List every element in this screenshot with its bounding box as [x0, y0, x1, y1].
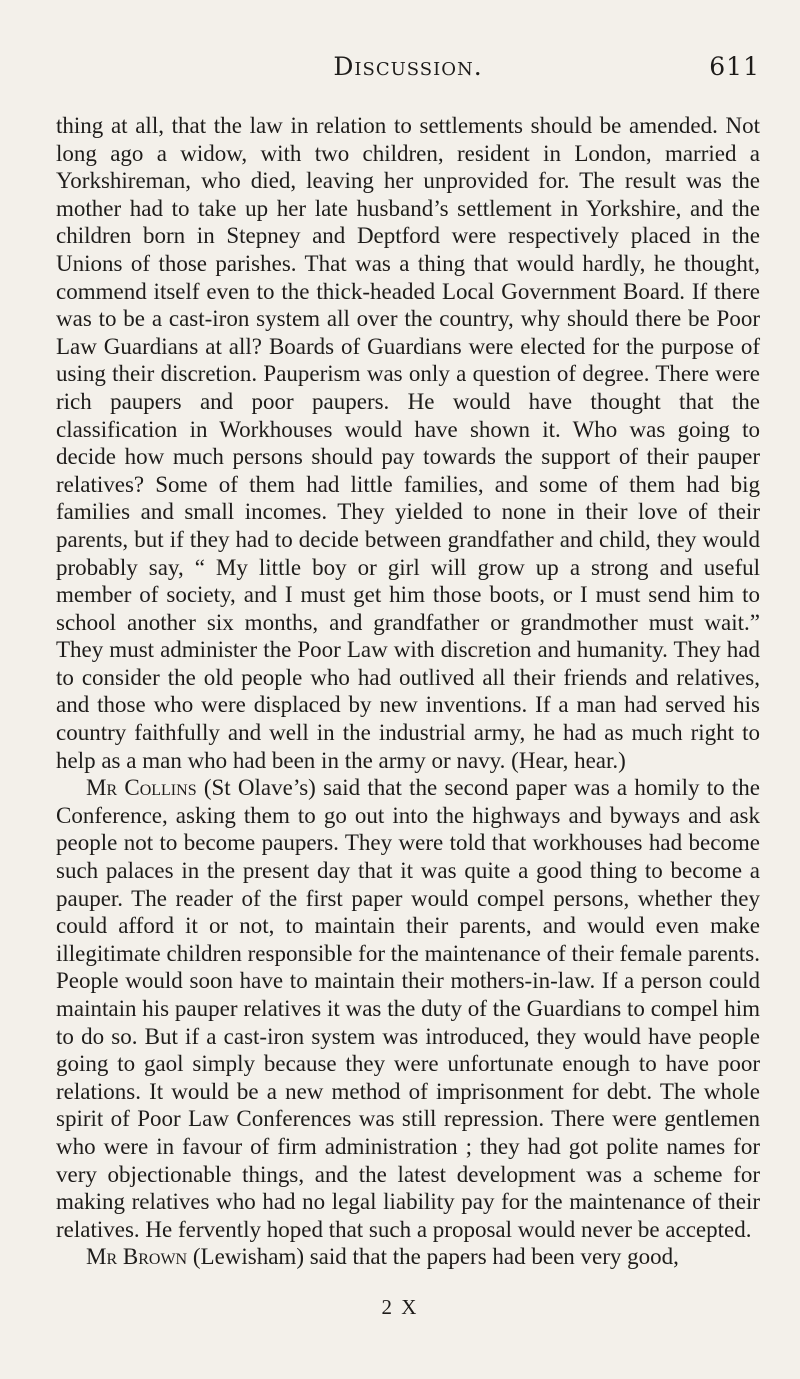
- running-head: [56, 48, 760, 88]
- speaker-name: Mr Brown: [86, 1244, 188, 1270]
- paragraph-text: (St Olave’s) said that the second paper was a homily to the Conference, asking them to go out into the highways and byways and ask people not to become paupers. They were told that workhouses had become such palaces in the present day that it was quite a good thing to become a pauper. The reader of the first paper would compel persons, whether they could afford it or not, to maintain their parents, and would even make illegitimate children responsible for the maintenance of their female parents. People would soon have to maintain their mothers-in-law. If a person could maintain his pauper relatives it was the duty of the Guardians to compel him to do so. But if a cast-iron system was introduced, they would have people going to gaol simply because they were unfortunate enough to have poor relations. It would be a new method of imprisonment for debt. The whole spirit of Poor Law Conferences was still repression. There were gentlemen who were in favour of firm administration ; they had got polite names for very objectionable things, and the latest development was a scheme for making relatives who had no legal liability pay for the maintenance of their relatives. He fervently hoped that such a proposal would never be accepted.: [56, 775, 760, 1242]
- page-number: 611: [709, 52, 760, 81]
- paragraph-text: (Lewisham) said that the papers had been very good,: [187, 1244, 679, 1270]
- paragraph-brown: [56, 1243, 760, 1271]
- page: [56, 48, 760, 1271]
- signature-mark: 2 X: [381, 1295, 419, 1319]
- paragraph-collins: [56, 774, 760, 1243]
- body-text: [56, 112, 760, 1271]
- paragraph-text: thing at all, that the law in relation to settlements should be amended. Not long ago a widow, with two children, resident in London, married a Yorkshireman, who died, leaving her unprovided for. The result was the mother had to take up her late husband’s settlement in Yorkshire, and the children born in Stepney and Deptford were respectively placed in the Unions of those parishes. That was a thing that would hardly, he thought, commend itself even to the thick-headed Local Government Board. If there was to be a cast-iron system all over the country, why should there be Poor Law Guardians at all? Boards of Guardians were elected for the purpose of using their discretion. Pauperism was only a question of degree. There were rich paupers and poor paupers. He would have thought that the classification in Workhouses would have shown it. Who was going to decide how much persons should pay towards the support of their pauper relatives? Some of them had little families, and some of them had big families and small incomes. They yielded to none in their love of their parents, but if they had to decide between grandfather and child, they would probably say, “ My little boy or girl will grow up a strong and useful member of society, and I must get him those boots, or I must send him to school another six months, and grandfather or grandmother must wait.” They must administer the Poor Law with discretion and humanity. They had to consider the old people who had outlived all their friends and relatives, and those who were displaced by new inventions. If a man had served his country faithfully and well in the industrial army, he had as much right to help as a man who had been in the army or navy. (Hear, hear.): [56, 113, 760, 773]
- speaker-name: Mr Collins: [86, 775, 197, 801]
- running-head-title: Discussion.: [333, 52, 483, 81]
- paragraph-continuation: [56, 112, 760, 774]
